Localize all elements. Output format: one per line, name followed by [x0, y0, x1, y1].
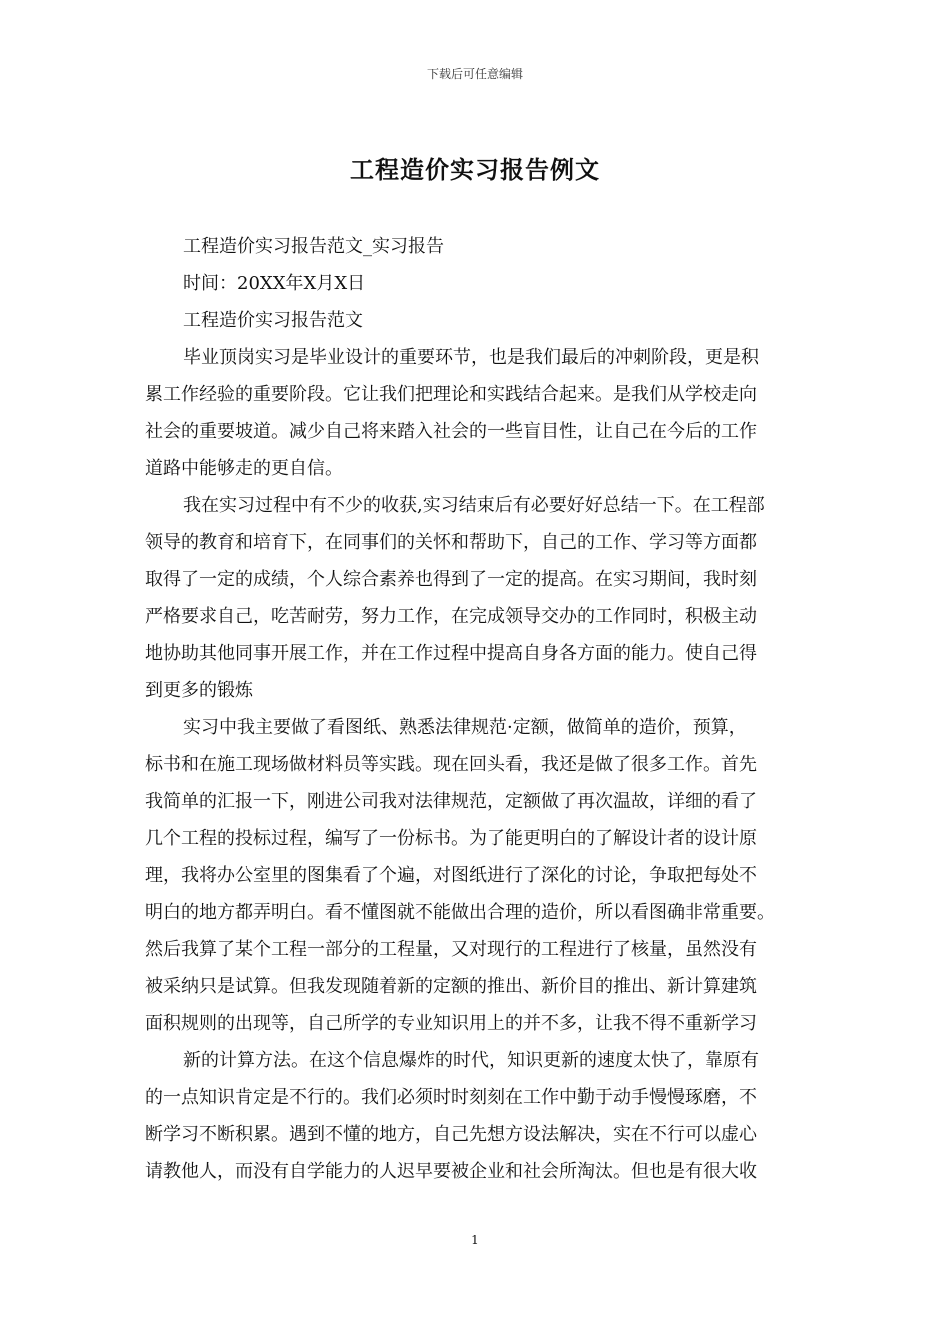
body-line: 请教他人，而没有自学能力的人迟早要被企业和社会所淘汰。但也是有很大收 — [145, 1161, 757, 1182]
page-number: 1 — [471, 1233, 479, 1247]
body-line: 领导的教育和培育下，在同事们的关怀和帮助下，自己的工作、学习等方面都 — [145, 532, 757, 553]
body-line: 严格要求自己，吃苦耐劳，努力工作，在完成领导交办的工作同时，积极主动 — [145, 606, 757, 627]
body-line: 道路中能够走的更自信。 — [145, 458, 343, 479]
body-line: 毕业顶岗实习是毕业设计的重要环节，也是我们最后的冲刺阶段，更是积 — [183, 347, 759, 368]
page-header: 下载后可任意编辑 — [426, 67, 523, 81]
body-line: 我在实习过程中有不少的收获,实习结束后有必要好好总结一下。在工程部 — [183, 495, 765, 516]
body-line: 我简单的汇报一下，刚进公司我对法律规范，定额做了再次温故，详细的看了 — [145, 791, 757, 812]
document-body — [145, 228, 815, 1190]
body-line: 实习中我主要做了看图纸、熟悉法律规范·定额，做简单的造价，预算， — [183, 717, 747, 738]
body-line: 地协助其他同事开展工作，并在工作过程中提高自身各方面的能力。使自己得 — [145, 643, 757, 664]
body-line: 新的计算方法。在这个信息爆炸的时代，知识更新的速度太快了，靠原有 — [183, 1050, 759, 1071]
body-line: 到更多的锻炼 — [145, 680, 253, 701]
body-line: 断学习不断积累。遇到不懂的地方，自己先想方设法解决，实在不行可以虚心 — [145, 1124, 757, 1145]
body-line: 标书和在施工现场做材料员等实践。现在回头看，我还是做了很多工作。首先 — [145, 754, 757, 775]
document-title: 工程造价实习报告例文 — [350, 155, 600, 184]
body-line: 被采纳只是试算。但我发现随着新的定额的推出、新价目的推出、新计算建筑 — [145, 976, 757, 997]
body-line: 几个工程的投标过程，编写了一份标书。为了能更明白的了解设计者的设计原 — [145, 828, 757, 849]
body-line: 明白的地方都弄明白。看不懂图就不能做出合理的造价，所以看图确非常重要。 — [145, 902, 775, 923]
body-line: 理，我将办公室里的图集看了个遍，对图纸进行了深化的讨论，争取把每处不 — [145, 865, 757, 886]
body-line: 时间：20XX年X月X日 — [183, 273, 366, 294]
body-line: 然后我算了某个工程一部分的工程量，又对现行的工程进行了核量，虽然没有 — [145, 939, 757, 960]
body-line: 的一点知识肯定是不行的。我们必须时时刻刻在工作中勤于动手慢慢琢磨，不 — [145, 1087, 757, 1108]
body-line: 取得了一定的成绩，个人综合素养也得到了一定的提高。在实习期间，我时刻 — [145, 569, 757, 590]
body-line: 社会的重要坡道。减少自己将来踏入社会的一些盲目性，让自己在今后的工作 — [145, 421, 757, 442]
body-line: 工程造价实习报告范文 — [183, 310, 363, 331]
body-line: 累工作经验的重要阶段。它让我们把理论和实践结合起来。是我们从学校走向 — [145, 384, 757, 405]
body-line: 工程造价实习报告范文_实习报告 — [183, 236, 444, 257]
body-line: 面积规则的出现等，自己所学的专业知识用上的并不多，让我不得不重新学习 — [145, 1013, 757, 1034]
